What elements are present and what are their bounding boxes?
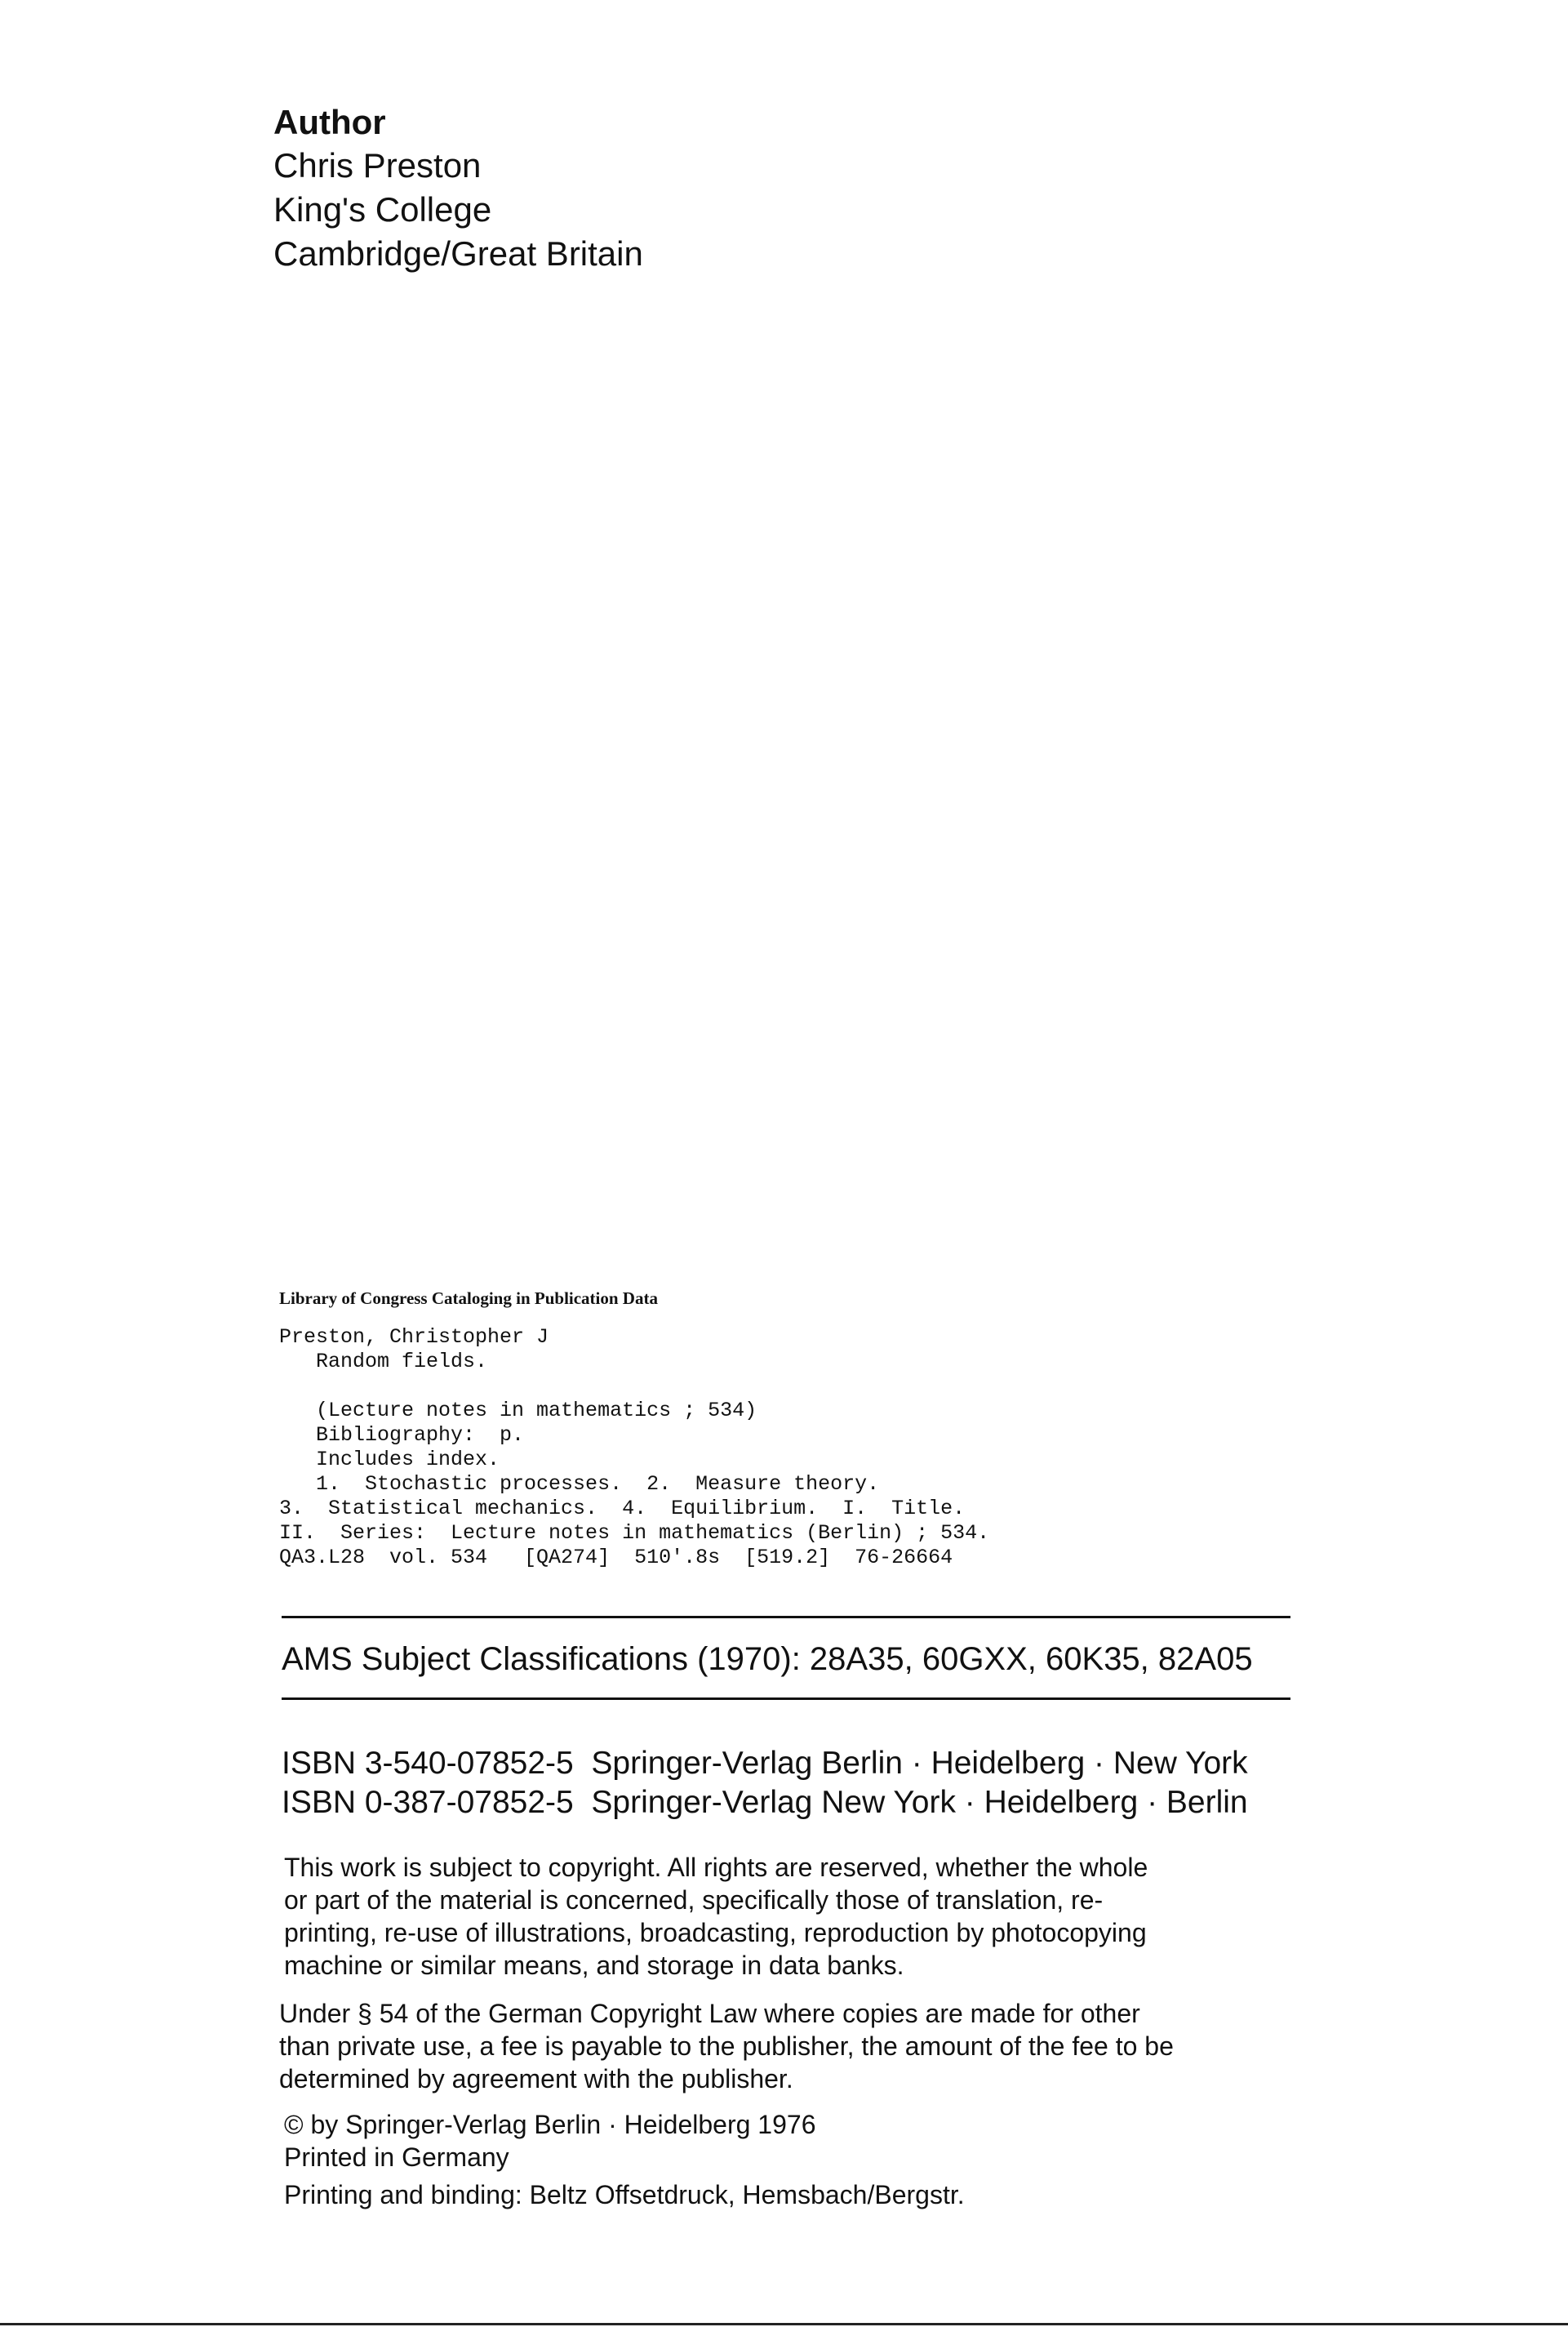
isbn-block: [282, 1744, 1248, 1822]
copyright-notice: [284, 1851, 1148, 1982]
copyright-law-notice: [279, 1997, 1174, 2095]
cataloging-line: 1. Stochastic processes. 2. Measure theory.: [279, 1472, 880, 1496]
author-location: Cambridge/Great Britain: [273, 234, 643, 273]
copyright-notice-line: machine or similar means, and storage in data banks.: [284, 1951, 904, 1980]
copyright-notice-line: or part of the material is concerned, specifically those of translation, re-: [284, 1885, 1104, 1915]
imprint-block: [284, 2108, 965, 2211]
author-block: [273, 101, 643, 276]
page-edge-line: [0, 2323, 1568, 2325]
ams-top-divider: [282, 1616, 1290, 1618]
law-notice-line: Under § 54 of the German Copyright Law where copies are made for other: [279, 1999, 1140, 2028]
printing-binding-line: Printing and binding: Beltz Offsetdruck, Hemsbach/Bergstr.: [284, 2180, 965, 2209]
cataloging-line: QA3.L28 vol. 534 [QA274] 510'.8s [519.2] 76-26664: [279, 1546, 953, 1569]
ams-bottom-divider: [282, 1697, 1290, 1700]
cataloging-line: Includes index.: [279, 1448, 500, 1471]
cataloging-line: [279, 1374, 989, 1399]
printed-in-line: Printed in Germany: [284, 2142, 509, 2172]
copyright-notice-line: This work is subject to copyright. All rights are reserved, whether the whole: [284, 1853, 1148, 1882]
author-heading: Author: [273, 103, 386, 141]
cataloging-line: 3. Statistical mechanics. 4. Equilibrium. I. Title.: [279, 1497, 966, 1520]
cataloging-line: (Lecture notes in mathematics ; 534): [279, 1399, 757, 1422]
isbn-line-new-york: ISBN 0-387-07852-5 Springer-Verlag New York · Heidelberg · Berlin: [282, 1785, 1248, 1820]
cataloging-data-block: [279, 1286, 989, 1570]
cataloging-line: Preston, Christopher J: [279, 1325, 549, 1349]
law-notice-line: determined by agreement with the publisher.: [279, 2064, 793, 2093]
cataloging-line: Bibliography: p.: [279, 1423, 525, 1447]
ams-classifications: AMS Subject Classifications (1970): 28A35, 60GXX, 60K35, 82A05: [282, 1641, 1253, 1677]
author-name: Chris Preston: [273, 146, 482, 185]
cataloging-heading: Library of Congress Cataloging in Publication Data: [279, 1288, 658, 1308]
cataloging-line: Random fields.: [279, 1350, 488, 1373]
copyright-line: © by Springer-Verlag Berlin · Heidelberg 1976: [284, 2110, 816, 2139]
cataloging-line: II. Series: Lecture notes in mathematics (Berlin) ; 534.: [279, 1521, 990, 1545]
author-college: King's College: [273, 190, 492, 229]
copyright-notice-line: printing, re-use of illustrations, broadcasting, reproduction by photocopying: [284, 1918, 1147, 1947]
law-notice-line: than private use, a fee is payable to the publisher, the amount of the fee to be: [279, 2031, 1174, 2061]
isbn-line-berlin: ISBN 3-540-07852-5 Springer-Verlag Berlin · Heidelberg · New York: [282, 1746, 1248, 1781]
